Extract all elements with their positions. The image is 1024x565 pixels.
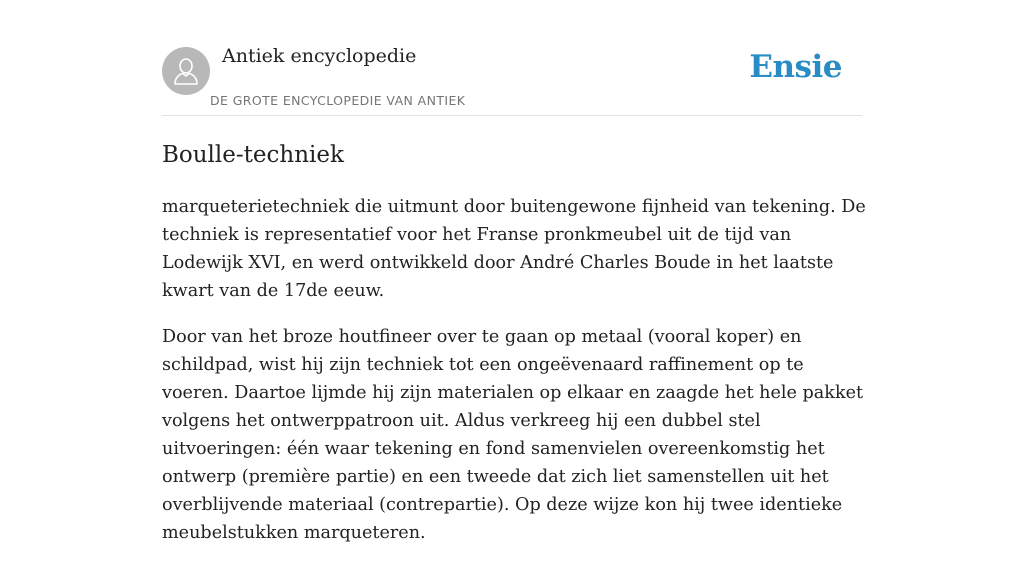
article-body bbox=[162, 193, 866, 547]
page bbox=[162, 0, 866, 565]
ensie-logo-link[interactable]: Ensie bbox=[749, 49, 842, 85]
site-title[interactable]: Antiek encyclopedie bbox=[222, 45, 417, 67]
article-paragraph: marqueterietechniek die uitmunt door buitengewone fijnheid van tekening. De techniek is representatief voor het Franse pronkmeubel uit de tijd van Lodewijk XVI, en werd ontwikkeld door André Charles Boude in het laatste kwart van de 17de eeuw. bbox=[162, 197, 866, 301]
site-header bbox=[162, 0, 862, 116]
article-title: Boulle-techniek bbox=[162, 142, 344, 168]
user-icon[interactable] bbox=[162, 47, 210, 95]
site-subtitle: DE GROTE ENCYCLOPEDIE VAN ANTIEK bbox=[210, 93, 466, 108]
article-paragraph: Door van het broze houtfineer over te gaan op metaal (vooral koper) en schildpad, wist hij zijn techniek tot een ongeëvenaard raffinement op te voeren. Daartoe lijmde hij zijn materialen op elkaar en zaagde het hele pakket volgens het ontwerppatroon uit. Aldus verkreeg hij een dubbel stel uitvoeringen: één waar tekening en fond samenvielen overeenkomstig het ontwerp (première partie) en een tweede dat zich liet samenstellen uit het overblijvende materiaal (contrepartie). Op deze wijze kon hij twee identieke meubelstukken marqueteren. bbox=[162, 327, 864, 543]
